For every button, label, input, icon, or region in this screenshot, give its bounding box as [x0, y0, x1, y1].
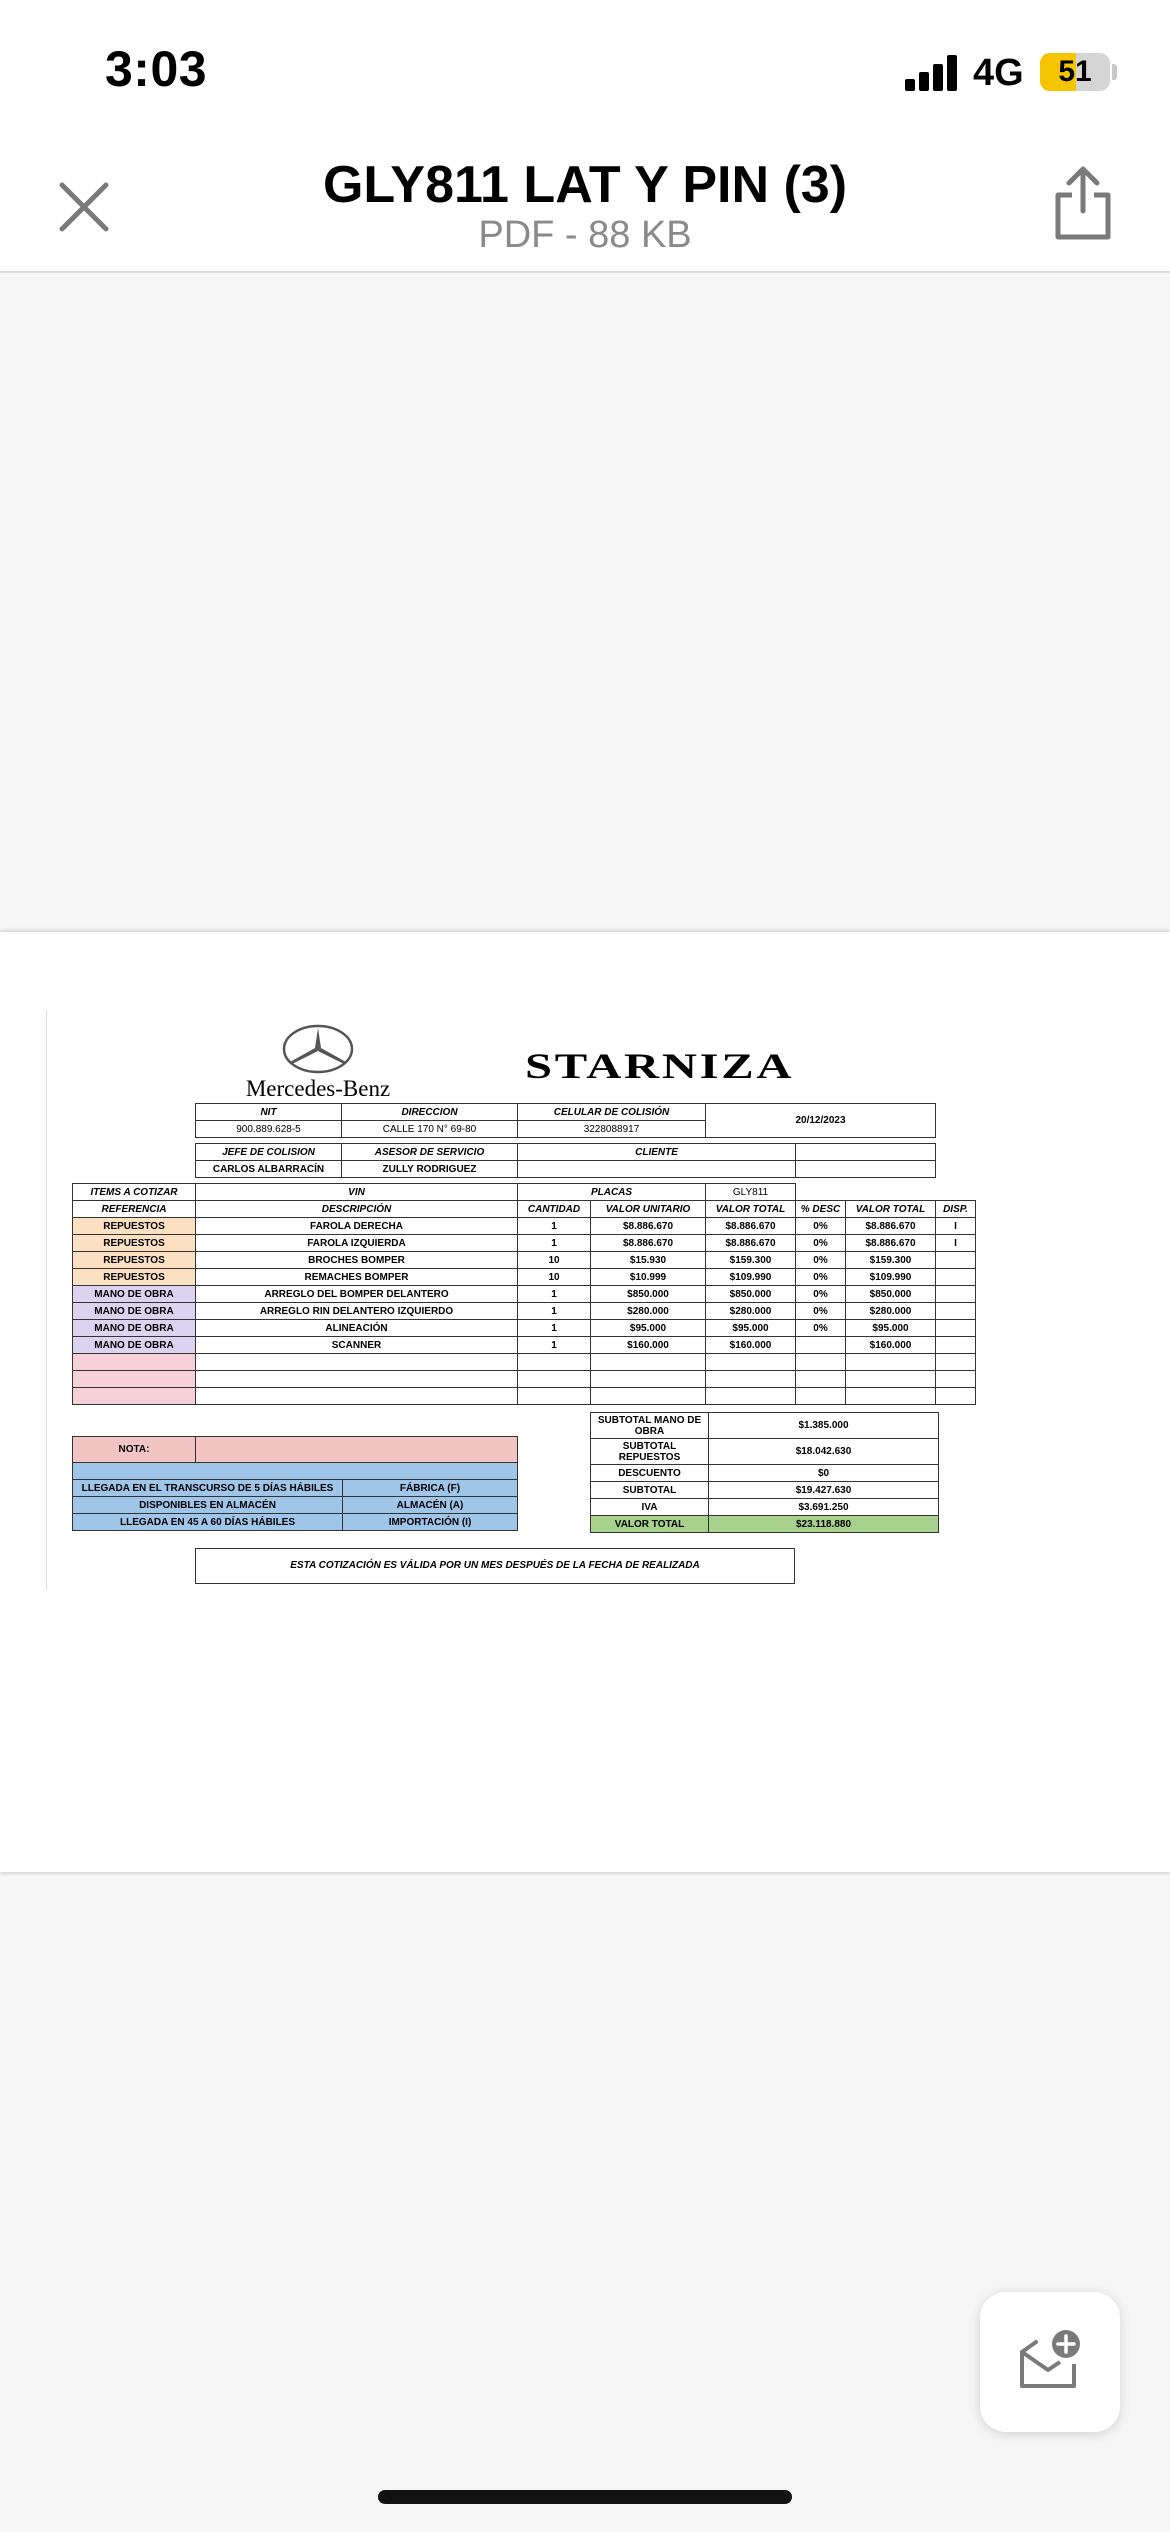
empty-cell — [936, 1354, 976, 1371]
row-availability — [936, 1286, 976, 1303]
row-total-value: $280.000 — [706, 1303, 796, 1320]
empty-cell — [196, 1371, 518, 1388]
row-net-value: $109.990 — [846, 1269, 936, 1286]
celular-value: 3228088917 — [518, 1121, 706, 1138]
cliente-extra — [796, 1144, 936, 1161]
empty-cell — [73, 1354, 196, 1371]
row-total-value: $8.886.670 — [706, 1218, 796, 1235]
nota-value — [196, 1437, 518, 1463]
row-net-value: $95.000 — [846, 1320, 936, 1337]
row-net-value: $159.300 — [846, 1252, 936, 1269]
row-reference: MANO DE OBRA — [73, 1286, 196, 1303]
row-description: REMACHES BOMPER — [196, 1269, 518, 1286]
legend-code: IMPORTACIÓN (I) — [343, 1514, 518, 1531]
empty-row — [73, 1371, 976, 1388]
status-bar — [0, 0, 1170, 140]
celular-label: CELULAR DE COLISIÓN — [518, 1104, 706, 1121]
row-description: SCANNER — [196, 1337, 518, 1354]
validity-note: ESTA COTIZACIÓN ES VÁLIDA POR UN MES DESPUÉS DE LA FECHA DE REALIZADA — [195, 1548, 795, 1584]
pdf-page[interactable] — [0, 932, 1170, 1872]
table-row — [73, 1337, 976, 1354]
empty-cell — [518, 1388, 591, 1405]
brand-name: Mercedes-Benz — [245, 1076, 391, 1101]
row-unit-value: $280.000 — [591, 1303, 706, 1320]
row-net-value: $280.000 — [846, 1303, 936, 1320]
network-type: 4G — [973, 52, 1024, 94]
empty-cell — [196, 1388, 518, 1405]
dealer-logo: STARNIZA — [525, 1046, 795, 1086]
row-total-value: $109.990 — [706, 1269, 796, 1286]
row-reference: REPUESTOS — [73, 1252, 196, 1269]
placas-label: PLACAS — [518, 1184, 706, 1201]
col-header: CANTIDAD — [518, 1201, 591, 1218]
row-reference: REPUESTOS — [73, 1235, 196, 1252]
row-unit-value: $160.000 — [591, 1337, 706, 1354]
empty-cell — [73, 1371, 196, 1388]
row-description: FAROLA IZQUIERDA — [196, 1235, 518, 1252]
legend-text: DISPONIBLES EN ALMACÉN — [73, 1497, 343, 1514]
row-availability — [936, 1269, 976, 1286]
empty-cell — [591, 1354, 706, 1371]
totals-table — [590, 1412, 939, 1533]
table-row — [73, 1269, 976, 1286]
row-availability: I — [936, 1235, 976, 1252]
empty-cell — [796, 1371, 846, 1388]
empty-cell — [706, 1371, 796, 1388]
document-title: GLY811 LAT Y PIN (3) — [322, 156, 848, 214]
row-availability — [936, 1337, 976, 1354]
direccion-value: CALLE 170 N° 69-80 — [342, 1121, 518, 1138]
row-quantity: 10 — [518, 1269, 591, 1286]
empty-cell — [846, 1354, 936, 1371]
empty-cell — [518, 1371, 591, 1388]
items-table — [72, 1183, 976, 1405]
items-label: ITEMS A COTIZAR — [73, 1184, 196, 1201]
battery-icon — [1040, 53, 1110, 91]
share-button[interactable] — [1052, 165, 1114, 241]
row-unit-value: $10.999 — [591, 1269, 706, 1286]
subtotal-mo-label: SUBTOTAL MANO DE OBRA — [591, 1413, 709, 1439]
row-reference: REPUESTOS — [73, 1218, 196, 1235]
empty-cell — [796, 1388, 846, 1405]
empty-cell — [846, 1388, 936, 1405]
jefe-label: JEFE DE COLISION — [196, 1144, 342, 1161]
legend-code: FÁBRICA (F) — [343, 1480, 518, 1497]
battery-level: 51 — [1058, 55, 1092, 88]
empty-cell — [706, 1388, 796, 1405]
status-time: 3:03 — [105, 41, 208, 97]
row-discount — [796, 1337, 846, 1354]
vin-label: VIN — [196, 1184, 518, 1201]
row-net-value: $8.886.670 — [846, 1235, 936, 1252]
row-quantity: 1 — [518, 1286, 591, 1303]
table-row — [73, 1218, 976, 1235]
iva-label: IVA — [591, 1499, 709, 1516]
row-discount: 0% — [796, 1303, 846, 1320]
asesor-value: ZULLY RODRIGUEZ — [342, 1161, 518, 1178]
legend-text: LLEGADA EN EL TRANSCURSO DE 5 DÍAS HÁBILES — [73, 1480, 343, 1497]
col-header: VALOR TOTAL — [706, 1201, 796, 1218]
placas-value: GLY811 — [706, 1184, 796, 1201]
row-availability: I — [936, 1218, 976, 1235]
row-description: ARREGLO DEL BOMPER DELANTERO — [196, 1286, 518, 1303]
empty-row — [73, 1388, 976, 1405]
row-unit-value: $95.000 — [591, 1320, 706, 1337]
total-value: $23.118.880 — [709, 1516, 939, 1533]
document-subtitle: PDF - 88 KB — [478, 214, 692, 256]
row-discount: 0% — [796, 1286, 846, 1303]
row-reference: MANO DE OBRA — [73, 1337, 196, 1354]
markup-button[interactable] — [980, 2292, 1120, 2432]
table-row — [73, 1303, 976, 1320]
subtotal-label: SUBTOTAL — [591, 1482, 709, 1499]
row-description: BROCHES BOMPER — [196, 1252, 518, 1269]
direccion-label: DIRECCION — [342, 1104, 518, 1121]
col-header: VALOR UNITARIO — [591, 1201, 706, 1218]
empty-cell — [936, 1388, 976, 1405]
row-description: FAROLA DERECHA — [196, 1218, 518, 1235]
empty-cell — [591, 1388, 706, 1405]
subtotal-value: $19.427.630 — [709, 1482, 939, 1499]
iva-value: $3.691.250 — [709, 1499, 939, 1516]
quote-date: 20/12/2023 — [706, 1104, 936, 1138]
document-header — [0, 140, 1170, 273]
row-description: ALINEACIÓN — [196, 1320, 518, 1337]
notes-table — [72, 1436, 518, 1531]
row-description: ARREGLO RIN DELANTERO IZQUIERDO — [196, 1303, 518, 1320]
empty-cell — [196, 1354, 518, 1371]
subtotal-mo-value: $1.385.000 — [709, 1413, 939, 1439]
cliente-extra-value — [796, 1161, 936, 1178]
empty-cell — [73, 1388, 196, 1405]
empty-cell — [591, 1371, 706, 1388]
empty-row — [73, 1354, 976, 1371]
row-reference: MANO DE OBRA — [73, 1320, 196, 1337]
col-header: % DESC — [796, 1201, 846, 1218]
col-header: VALOR TOTAL — [846, 1201, 936, 1218]
table-row — [73, 1286, 976, 1303]
mercedes-star-icon — [282, 1024, 354, 1074]
empty-cell — [518, 1354, 591, 1371]
battery-tip — [1112, 64, 1117, 80]
row-total-value: $159.300 — [706, 1252, 796, 1269]
legend-code: ALMACÉN (A) — [343, 1497, 518, 1514]
row-net-value: $850.000 — [846, 1286, 936, 1303]
row-discount: 0% — [796, 1320, 846, 1337]
descuento-label: DESCUENTO — [591, 1465, 709, 1482]
row-unit-value: $8.886.670 — [591, 1235, 706, 1252]
jefe-value: CARLOS ALBARRACÍN — [196, 1161, 342, 1178]
row-discount: 0% — [796, 1218, 846, 1235]
empty-cell — [846, 1371, 936, 1388]
row-reference: MANO DE OBRA — [73, 1303, 196, 1320]
share-icon — [1052, 165, 1114, 241]
page-edge — [46, 1010, 47, 1590]
row-availability — [936, 1252, 976, 1269]
legend-spacer — [73, 1463, 518, 1480]
row-net-value: $8.886.670 — [846, 1218, 936, 1235]
row-unit-value: $15.930 — [591, 1252, 706, 1269]
row-quantity: 1 — [518, 1218, 591, 1235]
cellular-signal-icon — [905, 55, 957, 91]
info-table — [195, 1103, 936, 1178]
nota-label: NOTA: — [73, 1437, 196, 1463]
row-total-value: $850.000 — [706, 1286, 796, 1303]
empty-cell — [706, 1354, 796, 1371]
row-availability — [936, 1303, 976, 1320]
descuento-value: $0 — [709, 1465, 939, 1482]
row-discount: 0% — [796, 1269, 846, 1286]
asesor-label: ASESOR DE SERVICIO — [342, 1144, 518, 1161]
nit-value: 900.889.628-5 — [196, 1121, 342, 1138]
legend-text: LLEGADA EN 45 A 60 DÍAS HÁBILES — [73, 1514, 343, 1531]
col-header: DISP. — [936, 1201, 976, 1218]
row-net-value: $160.000 — [846, 1337, 936, 1354]
row-quantity: 10 — [518, 1252, 591, 1269]
row-quantity: 1 — [518, 1235, 591, 1252]
col-header: REFERENCIA — [73, 1201, 196, 1218]
table-row — [73, 1235, 976, 1252]
markup-icon — [1018, 2328, 1084, 2394]
total-label: VALOR TOTAL — [591, 1516, 709, 1533]
subtotal-rep-label: SUBTOTAL REPUESTOS — [591, 1439, 709, 1465]
home-indicator[interactable] — [378, 2490, 792, 2504]
row-discount: 0% — [796, 1235, 846, 1252]
row-availability — [936, 1320, 976, 1337]
empty-cell — [936, 1371, 976, 1388]
cliente-label: CLIENTE — [518, 1144, 796, 1161]
cliente-value — [518, 1161, 796, 1178]
table-row — [73, 1320, 976, 1337]
row-reference: REPUESTOS — [73, 1269, 196, 1286]
row-discount: 0% — [796, 1252, 846, 1269]
row-total-value: $8.886.670 — [706, 1235, 796, 1252]
col-header: DESCRIPCIÓN — [196, 1201, 518, 1218]
row-quantity: 1 — [518, 1337, 591, 1354]
table-row — [73, 1252, 976, 1269]
row-unit-value: $8.886.670 — [591, 1218, 706, 1235]
row-quantity: 1 — [518, 1320, 591, 1337]
nit-label: NIT — [196, 1104, 342, 1121]
subtotal-rep-value: $18.042.630 — [709, 1439, 939, 1465]
row-unit-value: $850.000 — [591, 1286, 706, 1303]
row-total-value: $95.000 — [706, 1320, 796, 1337]
empty-cell — [796, 1354, 846, 1371]
row-total-value: $160.000 — [706, 1337, 796, 1354]
row-quantity: 1 — [518, 1303, 591, 1320]
